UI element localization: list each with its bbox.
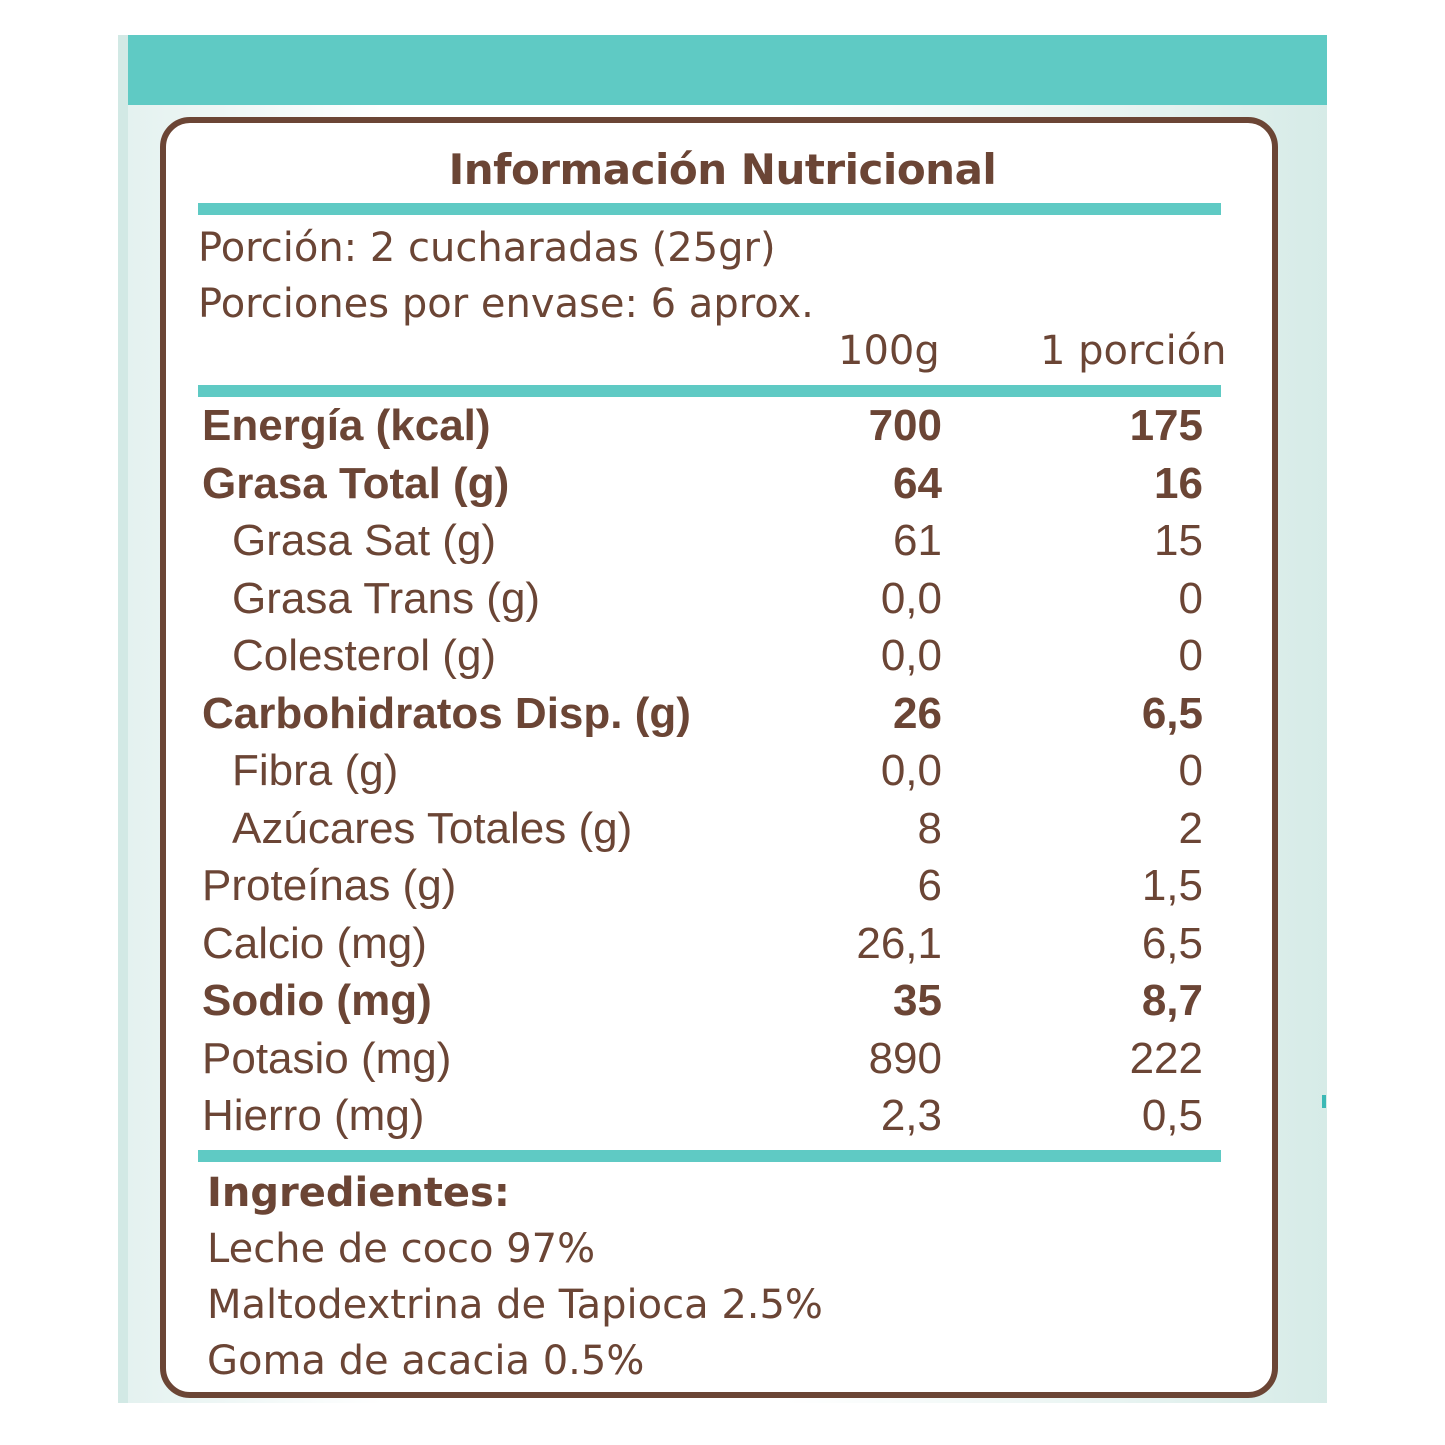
nutrient-name: Energía (kcal) [202,401,491,450]
table-row [0,512,1445,570]
nutrient-name: Potasio (mg) [202,1033,452,1083]
column-header-100g: 100g [838,328,940,374]
value-per-100g: 8 [917,803,942,853]
header-divider [198,385,1221,397]
table-row [0,570,1445,628]
value-per-portion: 16 [1154,458,1203,508]
nutrient-name: Calcio (mg) [202,918,427,968]
table-row [0,455,1445,513]
table-row [0,1030,1445,1088]
nutrient-name: Colesterol (g) [232,631,497,680]
ingredient-item: Leche de coco 97% [207,1226,596,1272]
value-per-100g: 890 [868,1033,942,1083]
label-title: Información Nutricional [448,145,997,194]
table-row [0,915,1445,973]
nutrient-name: Grasa Total (g) [202,458,510,508]
value-per-100g: 0,0 [880,746,942,795]
value-per-100g: 0,0 [880,573,942,623]
value-per-portion: 6,5 [1141,688,1203,738]
nutrient-name: Sodio (mg) [202,976,432,1025]
value-per-100g: 35 [893,976,942,1025]
table-row [0,857,1445,915]
value-per-portion: 222 [1129,1033,1203,1083]
table-row [0,1087,1445,1145]
nutrient-name: Azúcares Totales (g) [232,803,633,853]
servings-per-container: Porciones por envase: 6 aprox. [198,281,814,327]
table-row [0,800,1445,858]
nutrient-name: Proteínas (g) [202,861,457,910]
value-per-100g: 64 [893,458,942,508]
serving-size: Porción: 2 cucharadas (25gr) [198,225,776,271]
nutrient-name: Grasa Sat (g) [232,516,497,565]
table-row [0,972,1445,1030]
table-row [0,685,1445,743]
table-row [0,627,1445,685]
value-per-100g: 6 [917,861,942,910]
table-row [0,397,1445,455]
column-header-portion: 1 porción [1040,328,1227,374]
value-per-portion: 175 [1129,401,1203,450]
value-per-100g: 2,3 [880,1091,942,1140]
value-per-portion: 1,5 [1141,861,1203,910]
nutrient-table [0,397,1445,1145]
nutrient-name: Fibra (g) [232,746,399,795]
value-per-100g: 61 [893,516,942,565]
nutrient-name: Carbohidratos Disp. (g) [202,688,691,738]
value-per-100g: 0,0 [880,631,942,680]
table-divider [198,1150,1221,1162]
ingredient-item: Goma de acacia 0.5% [207,1338,645,1384]
value-per-portion: 8,7 [1141,976,1203,1025]
value-per-portion: 0 [1178,573,1203,623]
ingredients-list [207,1221,823,1389]
nutrient-name: Grasa Trans (g) [232,573,541,623]
value-per-portion: 0 [1178,746,1203,795]
title-divider [198,203,1221,215]
value-per-portion: 2 [1178,803,1203,853]
nutrient-name: Hierro (mg) [202,1091,425,1140]
value-per-portion: 15 [1154,516,1203,565]
top-teal-band [128,35,1327,105]
value-per-portion: 0,5 [1141,1091,1203,1140]
value-per-100g: 26 [893,688,942,738]
table-row [0,742,1445,800]
ingredient-item: Maltodextrina de Tapioca 2.5% [207,1282,823,1328]
value-per-100g: 700 [868,401,942,450]
value-per-100g: 26,1 [856,918,942,968]
ingredients-title: Ingredientes: [207,1170,510,1216]
value-per-portion: 6,5 [1141,918,1203,968]
value-per-portion: 0 [1178,631,1203,680]
